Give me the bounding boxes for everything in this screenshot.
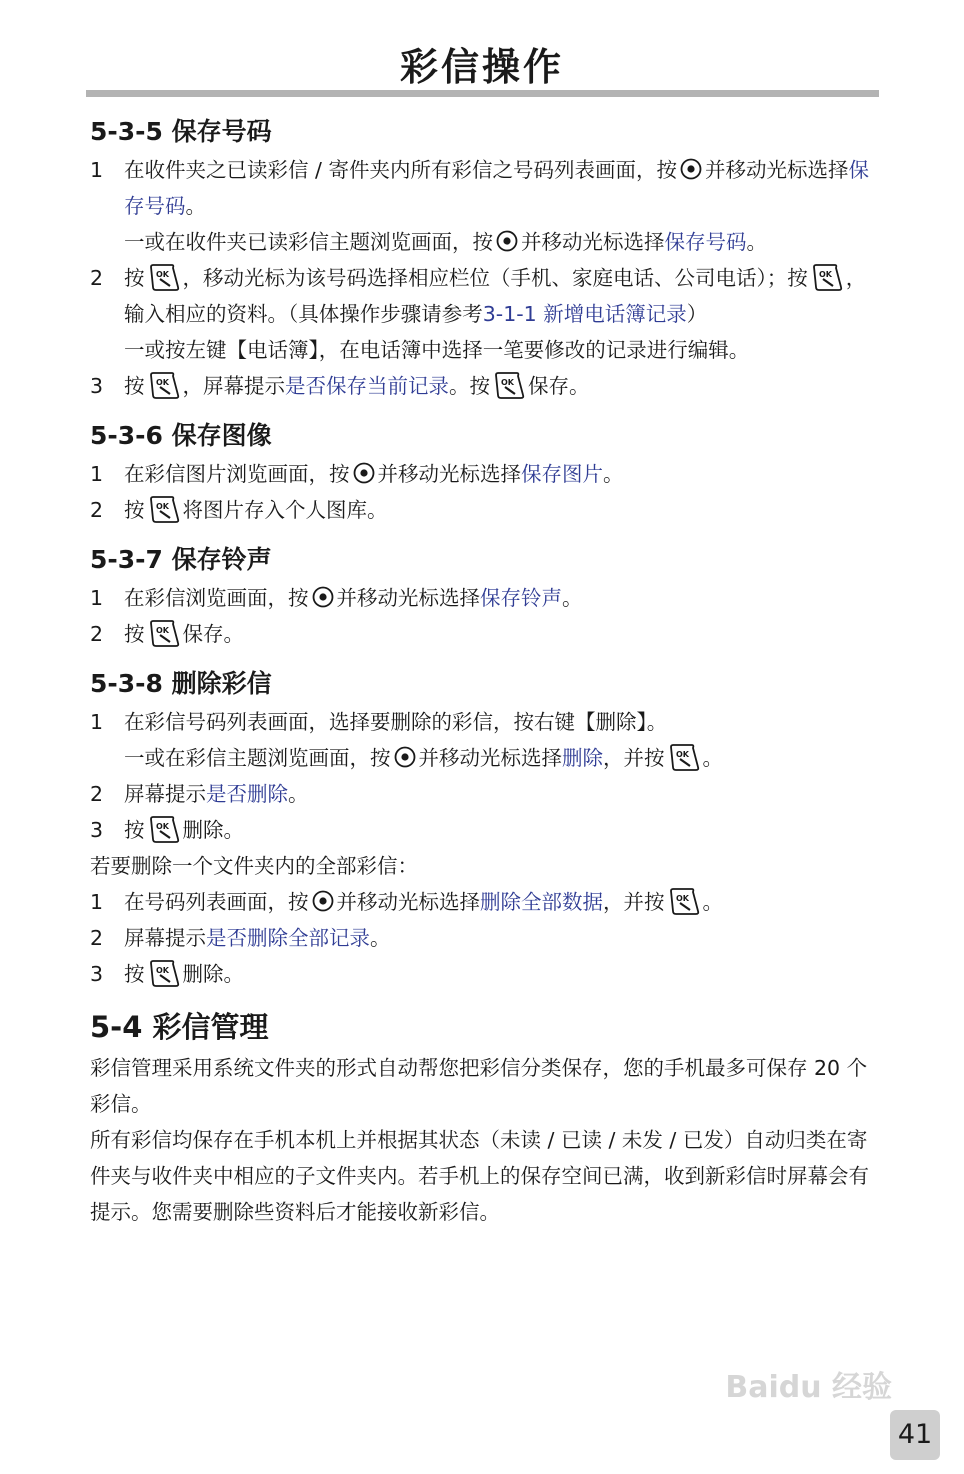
step-number: 1 [90,158,104,182]
highlight-term: 保存铃声 [480,586,562,610]
highlight-term: 保存号码 [664,230,747,254]
step-number: 2 [90,498,104,522]
body-paragraph: 彩信管理采用系统文件夹的形式自动帮您把彩信分类保存，您的手机最多可保存 20 个彩信。 [90,1056,868,1116]
ok-key-icon [148,619,180,648]
ok-key-icon [148,371,180,400]
section-title: 5-4 彩信管理 [90,1010,269,1044]
watermark-logo: Baidu 经验 [725,1370,892,1405]
page-title: 彩信操作 [399,45,564,89]
highlight-term: 保存号码 [124,158,869,218]
ok-key-icon [148,495,180,524]
section-5-3-6 [90,416,880,528]
step-item [90,616,880,652]
step-item [90,776,880,812]
alternative-note: 一或按左键【电话簿】，在电话簿中选择一笔要修改的记录进行编辑。 [124,338,750,362]
ok-key-icon [148,263,180,292]
step-number: 1 [90,710,104,734]
step-text: 在彩信图片浏览画面，按 并移动光标选择保存图片。 [124,462,624,486]
section-title: 5-3-5 保存号码 [90,117,272,146]
step-item [90,580,880,616]
section-5-3-5 [90,112,880,404]
highlight-term: 删除全部数据 [480,890,603,914]
step-text: 按 将图片存入个人图库。 [124,492,880,528]
step-item [90,704,880,740]
step-number: 2 [90,266,104,290]
step-item [90,152,880,224]
page-number: 41 [890,1410,940,1460]
ok-key-icon [668,743,700,772]
step-text: 在号码列表画面，按 并移动光标选择删除全部数据，并按 。 [124,884,880,920]
section-title: 5-3-6 保存图像 [90,421,272,450]
step-number: 1 [90,462,104,486]
step-item [90,812,880,848]
section-5-3-7 [90,540,880,652]
nav-key-icon [312,890,334,912]
step-number: 3 [90,374,104,398]
ok-key-icon [148,815,180,844]
section-5-4 [90,1004,880,1230]
step-text: 屏幕提示是否删除。 [124,782,309,806]
step-text: 按 删除。 [124,812,880,848]
step-number: 1 [90,890,104,914]
nav-key-icon [680,158,702,180]
ok-key-icon [811,263,843,292]
highlight-term: 是否保存当前记录 [285,374,449,398]
step-text: 按 删除。 [124,956,880,992]
nav-key-icon [353,462,375,484]
section-5-3-8 [90,664,880,992]
alternative-note: 一或在收件夹已读彩信主题浏览画面，按 并移动光标选择保存号码。 [124,230,767,254]
step-text: 按 保存。 [124,616,880,652]
highlight-term: 是否删除全部记录 [206,926,370,950]
ok-key-icon [668,887,700,916]
step-item [90,368,880,404]
nav-key-icon [312,586,334,608]
section-title: 5-3-7 保存铃声 [90,545,272,574]
step-text: 在彩信浏览画面，按 并移动光标选择保存铃声。 [124,586,583,610]
step-number: 2 [90,782,104,806]
step-item [90,456,880,492]
delete-all-intro: 若要删除一个文件夹内的全部彩信： [90,854,418,878]
step-item [90,920,880,956]
step-number: 3 [90,818,104,842]
step-number: 3 [90,962,104,986]
step-number: 2 [90,622,104,646]
step-item [90,260,880,332]
step-number: 1 [90,586,104,610]
step-text: 在收件夹之已读彩信 / 寄件夹内所有彩信之号码列表画面，按 并移动光标选择保存号码。 [124,158,869,218]
title-divider [86,90,879,97]
step-item [90,884,880,920]
step-item [90,492,880,528]
highlight-term: 删除 [562,746,603,770]
body-paragraph: 所有彩信均保存在手机本机上并根据其状态（未读 / 已读 / 未发 / 已发）自动归类在寄件夹与收件夹中相应的子文件夹内。若手机上的保存空间已满，收到新彩信时屏幕会有提示。您需要删除些资料后才能接收新彩信。 [90,1128,869,1224]
step-text: 按 ，移动光标为该号码选择相应栏位（手机、家庭电话、公司电话）；按 ，输入相应的资料。（具体操作步骤请参考3-1-1 新增电话簿记录） [124,260,880,332]
ok-key-icon [148,959,180,988]
ok-key-icon [493,371,525,400]
step-text: 在彩信号码列表画面，选择要删除的彩信，按右键【删除】。 [124,710,668,734]
highlight-term: 保存图片 [521,462,603,486]
highlight-term: 3-1-1 新增电话簿记录 [482,302,687,326]
section-title: 5-3-8 删除彩信 [90,669,272,698]
nav-key-icon [394,746,416,768]
highlight-term: 是否删除 [206,782,288,806]
step-item [90,956,880,992]
step-text: 屏幕提示是否删除全部记录。 [124,926,391,950]
step-number: 2 [90,926,104,950]
nav-key-icon [496,230,518,252]
page-content [90,112,880,1242]
alternative-note: 一或在彩信主题浏览画面，按 并移动光标选择删除，并按 。 [90,740,880,776]
step-text: 按 ，屏幕提示是否保存当前记录。按 保存。 [124,368,880,404]
